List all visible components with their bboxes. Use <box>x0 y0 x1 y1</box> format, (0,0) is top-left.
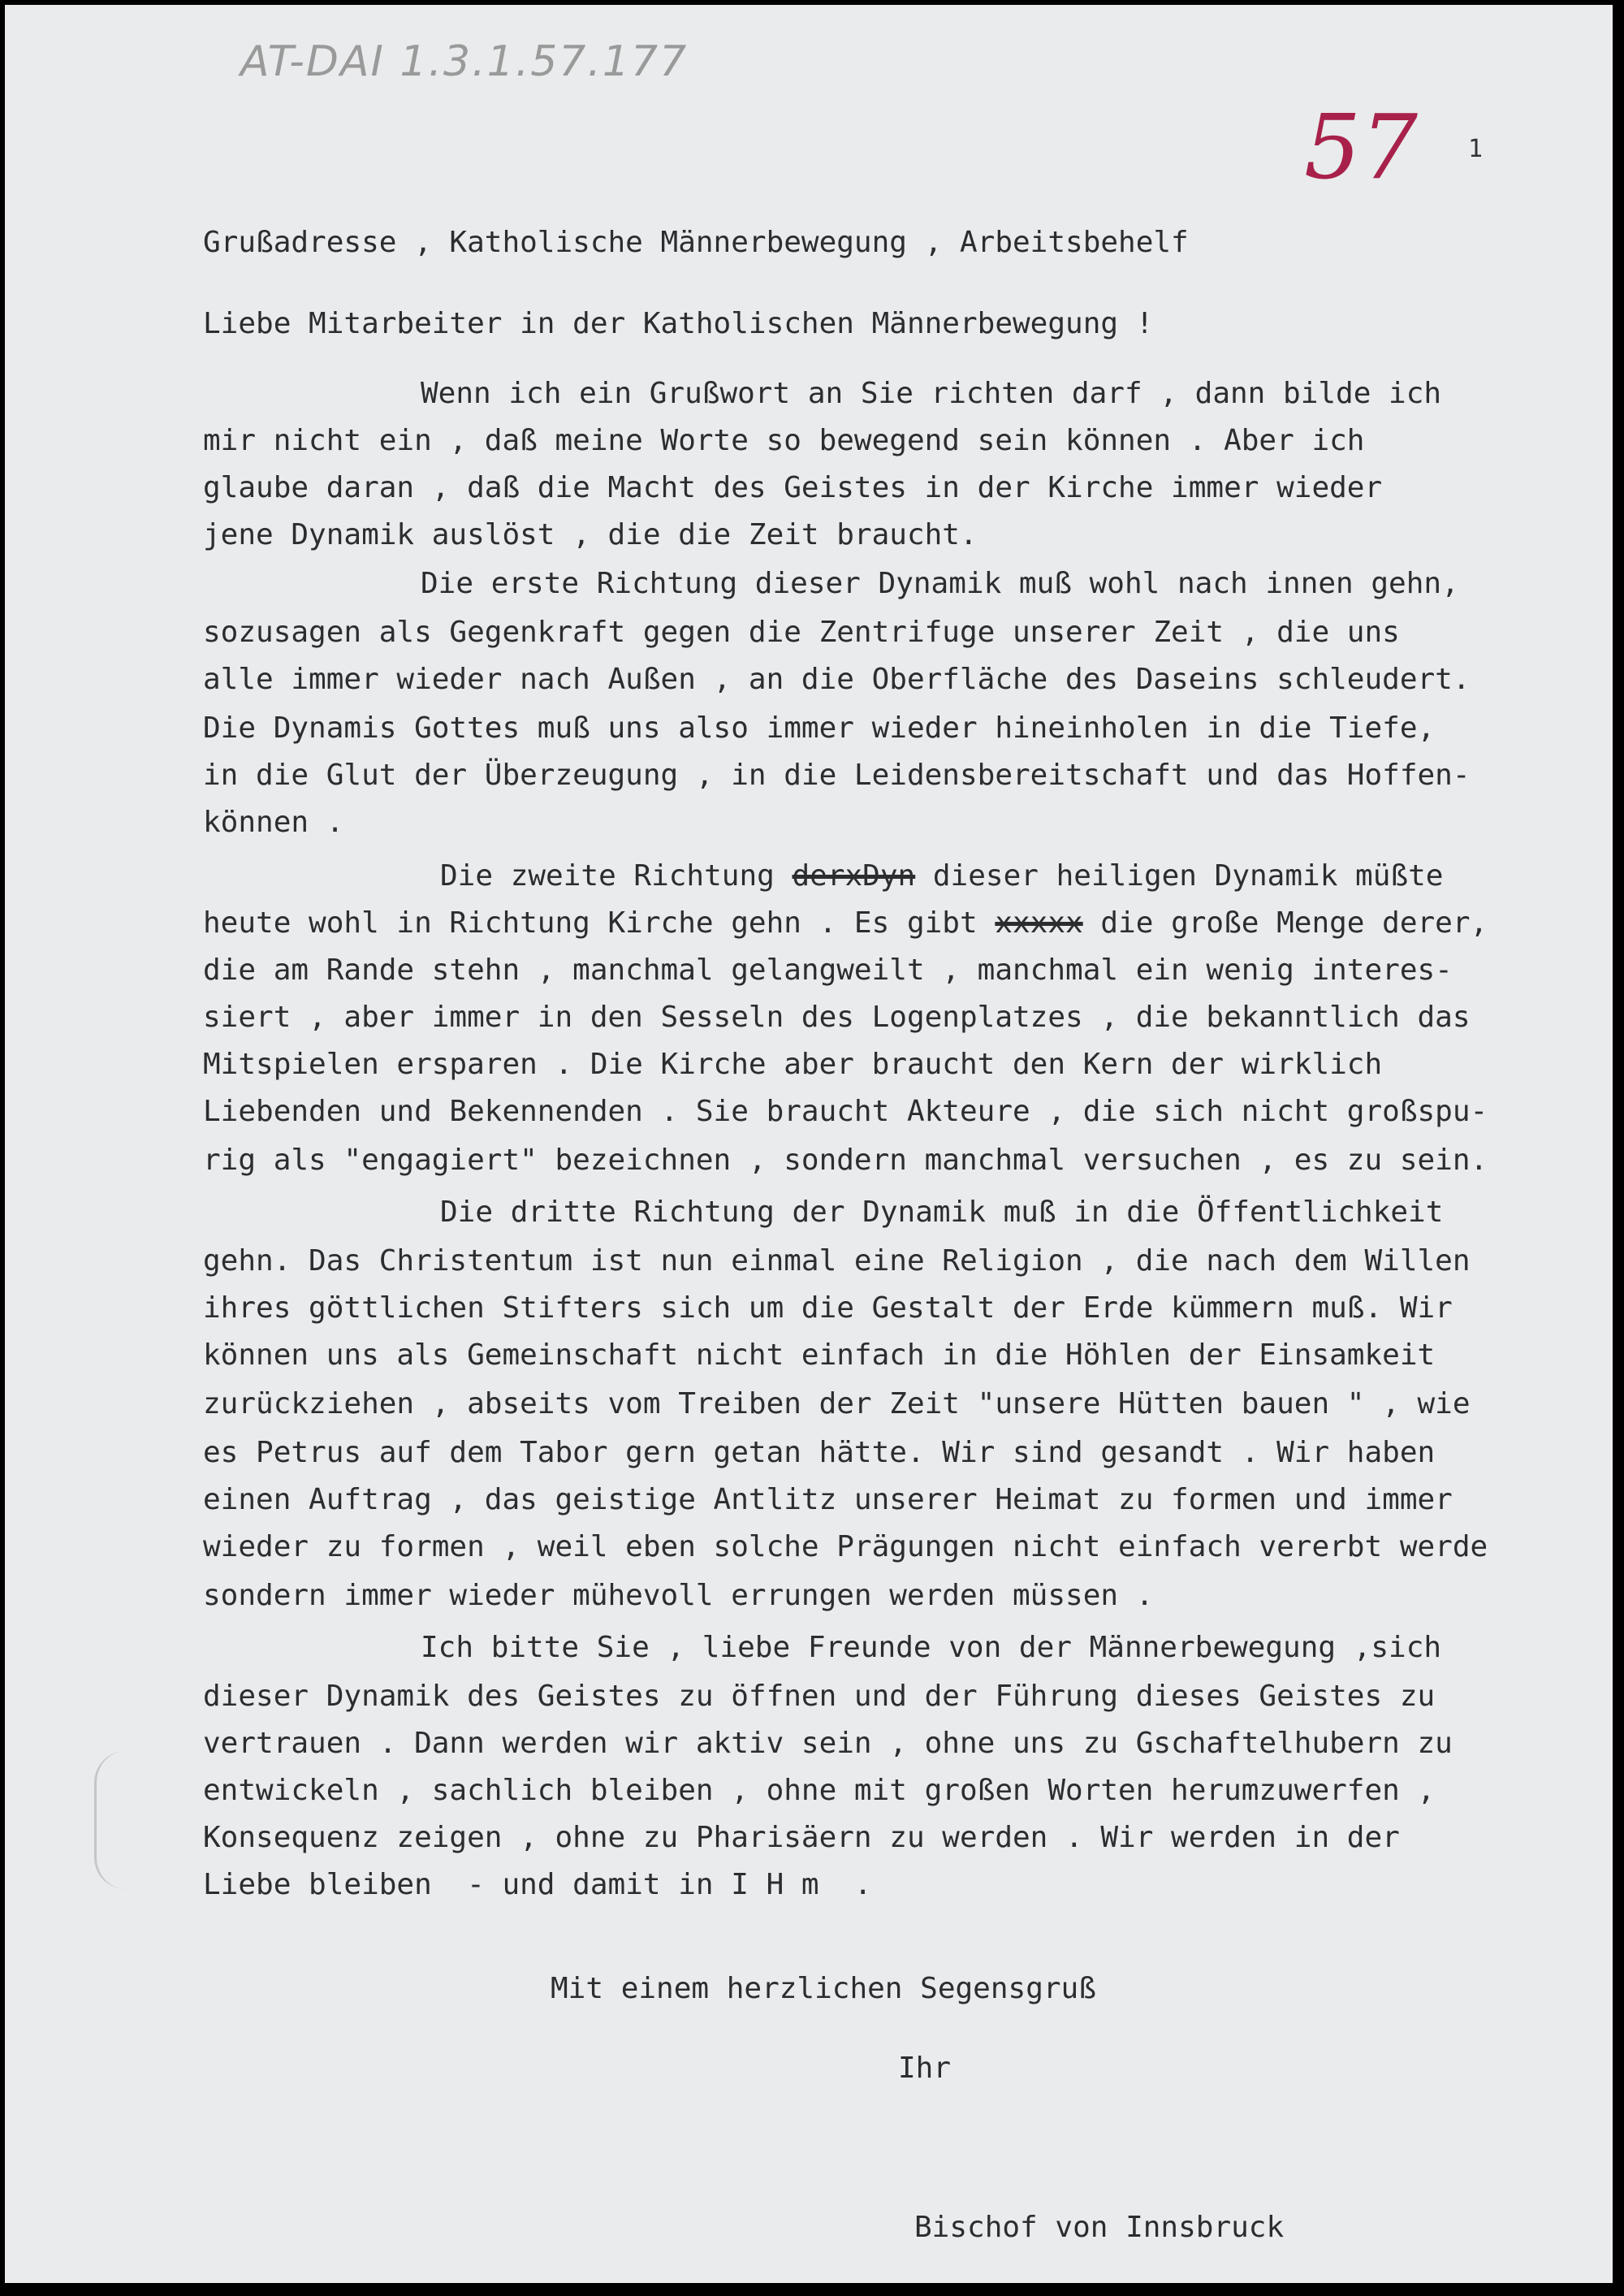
text-line <box>440 858 1443 895</box>
text-line: Die erste Richtung dieser Dynamik muß wohl nach innen gehn, <box>421 567 1459 600</box>
text-line: glaube daran , daß die Macht des Geistes in der Kirche immer wieder <box>203 471 1383 504</box>
text-line: Liebenden und Bekennenden . Sie braucht Akteure , die sich nicht großspu- <box>203 1095 1488 1128</box>
text-line: dieser Dynamik des Geistes zu öffnen und der Führung dieses Geistes zu <box>203 1680 1436 1713</box>
text-line: in die Glut der Überzeugung , in die Leidensbereitschaft und das Hoffen- <box>203 759 1471 792</box>
text-line: Mitspielen ersparen . Die Kirche aber braucht den Kern der wirklich <box>203 1048 1383 1081</box>
struck-out-text: xxxxx <box>995 906 1083 940</box>
text-line: ihres göttlichen Stifters sich um die Gestalt der Erde kümmern muß. Wir <box>203 1291 1453 1325</box>
text-line: rig als "engagiert" bezeichnen , sondern manchmal versuchen , es zu sein. <box>203 1144 1488 1177</box>
text-line: zurückziehen , abseits vom Treiben der Zeit "unsere Hütten bauen " , wie <box>203 1387 1471 1420</box>
text-line: Wenn ich ein Grußwort an Sie richten darf , dann bilde ich <box>421 377 1442 410</box>
closing-greeting: Mit einem herzlichen Segensgruß <box>551 1972 1096 2005</box>
signature-line: Bischof von Innsbruck <box>914 2211 1285 2244</box>
text-line: vertrauen . Dann werden wir aktiv sein , ohne uns zu Gschaftelhubern zu <box>203 1727 1453 1760</box>
handwritten-page-number: 57 <box>1304 95 1418 199</box>
text-line: können . <box>203 806 344 839</box>
text-segment: heute wohl in Richtung Kirche gehn . Es gibt <box>203 906 996 940</box>
text-line <box>203 905 1488 942</box>
closing-pronoun: Ihr <box>898 2052 952 2085</box>
text-segment: Die zweite Richtung <box>440 859 793 893</box>
struck-out-text: derxDyn <box>792 859 916 893</box>
salutation: Liebe Mitarbeiter in der Katholischen Männerbewegung ! <box>203 307 1154 340</box>
text-segment: die große Menge derer, <box>1082 906 1488 940</box>
text-line: Die dritte Richtung der Dynamik muß in die Öffentlichkeit <box>440 1196 1444 1229</box>
text-line: sondern immer wieder mühevoll errungen werden müssen . <box>203 1579 1154 1612</box>
text-line: es Petrus auf dem Tabor gern getan hätte. Wir sind gesandt . Wir haben <box>203 1436 1436 1469</box>
text-line: einen Auftrag , das geistige Antlitz unserer Heimat zu formen und immer <box>203 1483 1453 1516</box>
text-line: sozusagen als Gegenkraft gegen die Zentrifuge unserer Zeit , die uns <box>203 616 1400 649</box>
text-line: wieder zu formen , weil eben solche Prägungen nicht einfach vererbt werde <box>203 1530 1488 1563</box>
text-line: gehn. Das Christentum ist nun einmal eine Religion , die nach dem Willen <box>203 1244 1471 1278</box>
text-line: Die Dynamis Gottes muß uns also immer wieder hineinholen in die Tiefe, <box>203 711 1436 745</box>
text-segment: dieser heiligen Dynamik müßte <box>915 859 1444 893</box>
binding-mark <box>94 1751 126 1889</box>
text-line: siert , aber immer in den Sesseln des Logenplatzes , die bekanntlich das <box>203 1001 1471 1034</box>
text-line: entwickeln , sachlich bleiben , ohne mit großen Worten herumzuwerfen , <box>203 1774 1436 1807</box>
text-line: Ich bitte Sie , liebe Freunde von der Männerbewegung ,sich <box>421 1631 1442 1664</box>
text-line: mir nicht ein , daß meine Worte so bewegend sein können . Aber ich <box>203 424 1365 457</box>
text-line: können uns als Gemeinschaft nicht einfach in die Höhlen der Einsamkeit <box>203 1338 1436 1372</box>
archive-signature: AT-DAI 1.3.1.57.177 <box>240 37 689 86</box>
text-line: Liebe bleiben - und damit in I H m . <box>203 1868 872 1901</box>
text-line: jene Dynamik auslöst , die die Zeit braucht. <box>203 518 978 551</box>
text-line: die am Rande stehn , manchmal gelangweilt , manchmal ein wenig interes- <box>203 953 1453 987</box>
page-subnumber: 1 <box>1468 135 1484 163</box>
text-line: alle immer wieder nach Außen , an die Oberfläche des Daseins schleudert. <box>203 663 1471 696</box>
document-page <box>5 5 1613 2283</box>
subject-line: Grußadresse , Katholische Männerbewegung , Arbeitsbehelf <box>203 226 1189 259</box>
text-line: Konsequenz zeigen , ohne zu Pharisäern zu werden . Wir werden in der <box>203 1821 1400 1854</box>
